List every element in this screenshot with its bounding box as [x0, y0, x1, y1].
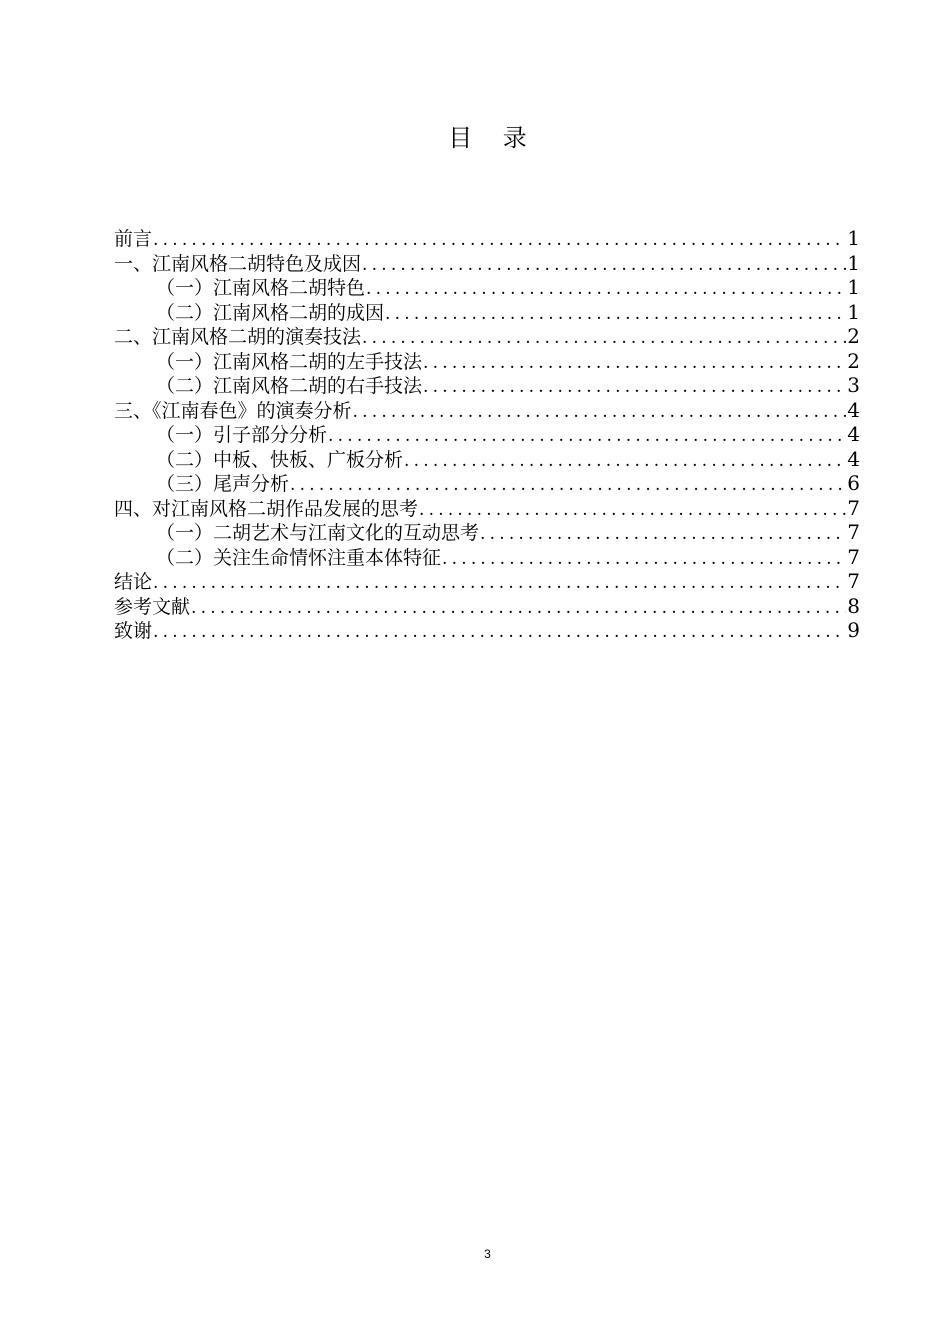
toc-leader-dots: [419, 498, 846, 521]
toc-leader-dots: [423, 375, 846, 398]
toc-leader-dots: [153, 228, 846, 251]
toc-entry[interactable]: [114, 594, 860, 619]
toc-entry-title: 结论: [114, 571, 153, 593]
toc-entry[interactable]: [114, 275, 860, 300]
toc-entry-page: 1: [847, 226, 860, 250]
toc-leader-dots: [480, 522, 846, 545]
toc-entry-page: 4: [847, 446, 860, 471]
toc-entry[interactable]: [114, 324, 860, 349]
toc-leader-dots: [442, 547, 846, 570]
toc-entry[interactable]: [114, 300, 860, 325]
toc-leader-dots: [362, 326, 846, 349]
toc-entry-title: 四、对江南风格二胡作品发展的思考: [114, 497, 419, 520]
toc-entry-title: 二、江南风格二胡的演奏技法: [114, 326, 362, 348]
toc-entry[interactable]: [114, 545, 860, 570]
toc-entry-title: （一）二胡艺术与江南文化的互动思考: [156, 522, 480, 544]
toc-entry-page: 9: [847, 618, 860, 642]
toc-entry-page: 2: [847, 324, 860, 348]
toc-leader-dots: [423, 351, 846, 374]
toc-entry[interactable]: [114, 618, 860, 643]
toc-entry[interactable]: [114, 422, 860, 447]
toc-leader-dots: [153, 620, 846, 643]
toc-entry-title: 前言: [114, 228, 153, 250]
toc-entry[interactable]: [114, 349, 860, 374]
toc-leader-dots: [353, 400, 847, 423]
toc-entry-title: 三、《江南春色》的演奏分析: [114, 399, 352, 422]
toc-entry-page: 7: [847, 569, 860, 593]
toc-leader-dots: [404, 449, 846, 472]
toc-entry-title: （一）江南风格二胡的左手技法: [156, 350, 423, 373]
toc-leader-dots: [191, 596, 846, 619]
toc-entry-page: 3: [847, 373, 860, 397]
toc-entry-page: 1: [847, 275, 860, 299]
toc-entry-title: 一、江南风格二胡特色及成因: [114, 252, 362, 275]
toc-entry-page: 4: [847, 397, 860, 422]
toc-leader-dots: [153, 571, 846, 594]
toc-entry-title: （一）江南风格二胡特色: [156, 277, 366, 299]
toc-entry[interactable]: [114, 398, 860, 423]
toc-entry-title: （二）江南风格二胡的右手技法: [156, 375, 423, 397]
toc-entry-page: 8: [847, 593, 860, 618]
toc-entry[interactable]: [114, 251, 860, 276]
toc-entry-title: 参考文献: [114, 595, 191, 618]
toc-entry-page: 1: [847, 250, 860, 275]
toc-entry-page: 6: [847, 471, 860, 495]
toc-entry-title: （二）关注生命情怀注重本体特征: [156, 546, 442, 569]
toc-entry[interactable]: [114, 520, 860, 545]
table-of-contents: [114, 226, 860, 643]
toc-entry-page: 7: [847, 495, 860, 520]
toc-entry-title: （一）引子部分分析: [156, 424, 328, 446]
toc-leader-dots: [385, 302, 846, 325]
toc-title: 目 录: [448, 124, 527, 152]
toc-leader-dots: [328, 424, 846, 447]
toc-leader-dots: [362, 253, 846, 276]
toc-entry[interactable]: [114, 447, 860, 472]
toc-entry-page: 7: [847, 544, 860, 569]
toc-entry-title: （三）尾声分析: [156, 473, 290, 495]
toc-entry[interactable]: [114, 373, 860, 398]
toc-leader-dots: [290, 473, 846, 496]
toc-entry[interactable]: [114, 496, 860, 521]
toc-entry-page: 4: [847, 422, 860, 446]
toc-entry-title: （二）江南风格二胡的成因: [156, 301, 385, 324]
toc-entry-page: 1: [847, 299, 860, 324]
toc-leader-dots: [366, 277, 846, 300]
page-number: 3: [484, 1247, 491, 1261]
toc-entry[interactable]: [114, 226, 860, 251]
toc-entry-title: （二）中板、快板、广板分析: [156, 448, 404, 471]
toc-entry-title: 致谢: [114, 620, 153, 642]
toc-entry[interactable]: [114, 569, 860, 594]
toc-entry[interactable]: [114, 471, 860, 496]
toc-entry-page: 2: [847, 348, 860, 373]
toc-entry-page: 7: [847, 520, 860, 544]
